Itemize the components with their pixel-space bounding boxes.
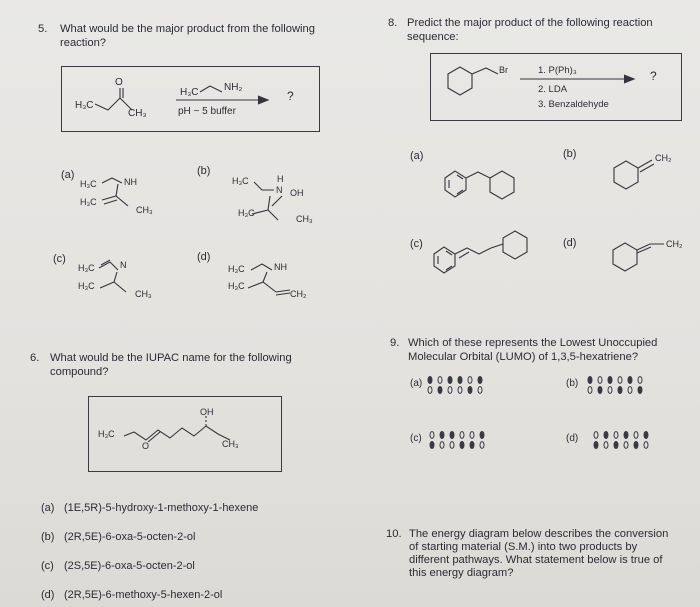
q5-a-text-3: H₃C <box>80 197 97 207</box>
q5-reactant-oxygen: O <box>115 77 123 88</box>
q6-struct-o: O <box>142 441 150 451</box>
q10-line4: this energy diagram? <box>409 567 514 579</box>
q8-option-d-group: CH₂ <box>666 239 683 249</box>
q9-number: 9. <box>390 337 400 349</box>
q6-struct-left: H₃C <box>98 429 115 439</box>
q9-question-line1: Which of these represents the Lowest Unoccupied <box>408 337 658 349</box>
q10-number: 10. <box>386 528 402 540</box>
q5-number: 5. <box>38 23 48 35</box>
q5-a-text-1: H₃C <box>80 179 97 189</box>
q5-option-b-label[interactable]: (b) <box>197 165 211 177</box>
q5-question-line1: What would be the major product from the following <box>60 23 315 35</box>
q5-d-text-3: H₃C <box>228 281 245 291</box>
q6-option-d-label[interactable]: (d) <box>41 589 55 601</box>
q5-a-text-2: NH <box>124 177 137 187</box>
q5-b-text-3: N <box>276 185 283 195</box>
q6-number: 6. <box>30 352 40 364</box>
q6-option-b-label[interactable]: (b) <box>41 531 55 543</box>
q8-option-b-label[interactable]: (b) <box>563 148 577 160</box>
q9-question-line2: Molecular Orbital (LUMO) of 1,3,5-hexatriene? <box>408 351 639 363</box>
q5-reactant-left: H₃C <box>75 100 94 111</box>
q8-option-a-label[interactable]: (a) <box>410 150 424 162</box>
q5-c-text-3: H₃C <box>78 281 95 291</box>
q5-c-text-2: N <box>120 260 127 270</box>
q6-option-c-label[interactable]: (c) <box>41 560 54 572</box>
q9-option-c-label[interactable]: (c) <box>410 433 422 444</box>
q5-d-text-1: H₃C <box>228 264 245 274</box>
q8-step-3: 3. Benzaldehyde <box>538 99 609 110</box>
q8-product-question-mark: ? <box>650 69 657 83</box>
q6-option-b-text: (2R,5E)-6-oxa-5-octen-2-ol <box>64 531 196 543</box>
q9-option-a-label[interactable]: (a) <box>410 378 423 389</box>
q6-question-line2: compound? <box>50 366 109 378</box>
q5-option-a-label[interactable]: (a) <box>61 169 75 181</box>
q6-option-a-label[interactable]: (a) <box>41 502 55 514</box>
q5-d-text-2: NH <box>274 262 287 272</box>
q5-b-text-2: H <box>277 174 284 184</box>
q5-reagent-condition: pH ~ 5 buffer <box>178 106 236 117</box>
q6-option-c-text: (2S,5E)-6-oxa-5-octen-2-ol <box>64 560 195 572</box>
q9-option-b-label[interactable]: (b) <box>566 378 579 389</box>
q5-b-text-1: H₃C <box>232 176 249 186</box>
q10-line2: of starting material (S.M.) into two products by <box>409 541 638 553</box>
q6-option-d-text: (2R,5E)-6-methoxy-5-hexen-2-ol <box>64 589 223 601</box>
q6-structure-box <box>88 396 282 472</box>
q6-option-a-text: (1E,5R)-5-hydroxy-1-methoxy-1-hexene <box>64 502 259 514</box>
q8-question-line2: sequence: <box>407 31 459 43</box>
q5-b-text-6: CH₃ <box>296 214 313 224</box>
q5-question-line2: reaction? <box>60 37 107 49</box>
q5-product-question-mark: ? <box>287 89 294 103</box>
q8-number: 8. <box>388 17 398 29</box>
q8-step-1: 1. P(Ph)₃ <box>538 65 577 76</box>
q5-b-text-4: OH <box>290 188 304 198</box>
q5-d-text-4: CH₂ <box>290 289 307 299</box>
q5-option-c-label[interactable]: (c) <box>53 253 66 265</box>
q5-b-text-5: H₃C <box>238 208 255 218</box>
q5-reagent-label: H₃C <box>180 87 199 98</box>
q8-option-b-group: CH₂ <box>655 153 672 163</box>
q5-reactant-right: CH₃ <box>128 108 147 119</box>
q5-option-d-label[interactable]: (d) <box>197 251 211 263</box>
q6-struct-oh: OH <box>200 407 214 417</box>
q8-question-line1: Predict the major product of the following reaction <box>407 17 653 29</box>
q5-c-text-1: H₃C <box>78 263 95 273</box>
q8-step-2: 2. LDA <box>538 84 568 95</box>
q10-line1: The energy diagram below describes the conversion <box>409 528 669 540</box>
q8-option-d-label[interactable]: (d) <box>563 237 577 249</box>
q6-struct-right: CH₃ <box>222 439 239 449</box>
q10-line3: different pathways. What statement below is true of <box>409 554 663 566</box>
q9-option-d-label[interactable]: (d) <box>566 433 579 444</box>
q8-reactant-br: Br <box>499 65 508 75</box>
q5-a-text-4: CH₃ <box>136 205 153 215</box>
q5-c-text-4: CH₃ <box>135 289 152 299</box>
q6-question-line1: What would be the IUPAC name for the following <box>50 352 292 364</box>
q5-reagent-nh2: NH₂ <box>224 82 243 93</box>
q8-option-c-label[interactable]: (c) <box>410 238 423 250</box>
